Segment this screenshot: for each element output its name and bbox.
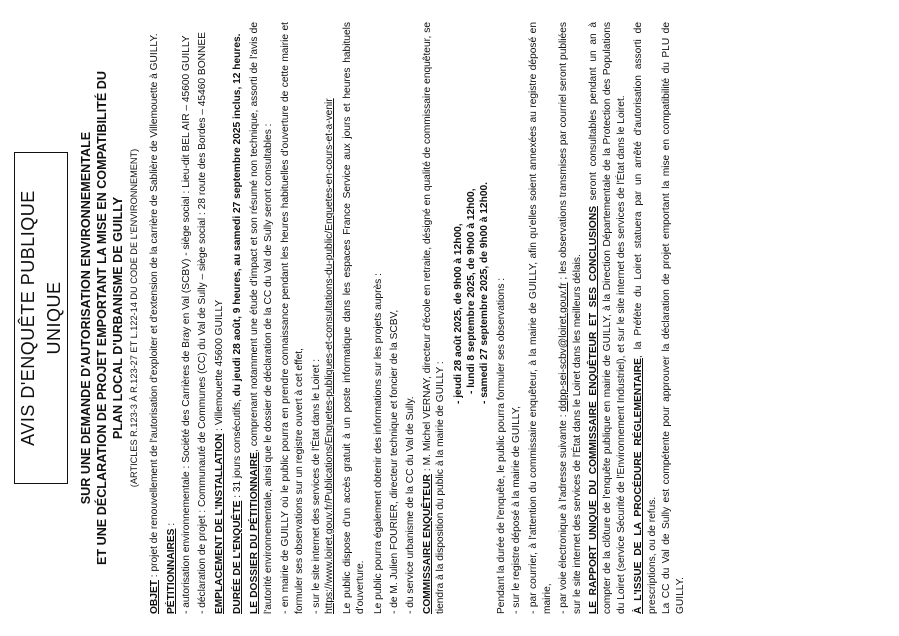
petitionnaires-label: PÉTITIONNAIRES	[166, 528, 178, 614]
poste-informatique: Le public dispose d'un accès gratuit à un poste informatique dans les espaces France Service aux jours et heures habituels d'ouverture.	[341, 22, 367, 614]
permanence-dates	[452, 22, 491, 404]
section-issue	[632, 22, 659, 614]
duree-dates: du jeudi 28 août, 9 heures, au samedi 27 septembre 2025 inclus, 12 heures.	[231, 33, 243, 397]
observations-item-email	[557, 22, 584, 614]
section-duree	[231, 22, 245, 614]
heading-line-3: PLAN LOCAL D'URBANISME DE GUILLY	[111, 196, 125, 440]
heading-line-2: ET UNE DÉCLARATION DE PROJET EMPORTANT LA MISE EN COMPATIBILITÉ DU	[95, 71, 109, 565]
dossier-item-mairie: - en mairie de GUILLY où le public pourra en prendre connaissance pendant les heures habituelles d'ouverture de cette mairie et formuler ses observations sur un registre ouvert à cet effet,	[280, 22, 305, 614]
dossier-site-text: - sur le site internet des services de l'État dans le Loiret :	[310, 358, 322, 614]
section-commissaire	[421, 22, 448, 614]
petitionnaire-item-2: - déclaration de projet : Communauté de Communes (CC) du Val de Sully – siège social : 28 route des Bordes – 45460 BONNEE	[197, 32, 209, 614]
email-note: ; les observations transmises par courriel seront publiées sur le site internet des services de l'État dans le Loiret dans les meilleurs délais.	[558, 22, 583, 614]
dossier-link[interactable]: https://www.loiret.gouv.fr/Publications/Enquetes-publiques-et-consultations-du-public/Enquetes-en-cours-et-a-venir	[324, 98, 336, 614]
observations-item-courrier: - par courrier, à l'attention du commissaire enquêteur, à la mairie de GUILLY, afin qu'elles soient annexées au registre déposé en mairie,	[528, 22, 553, 614]
email-link[interactable]: ddpp-sei-scbv@loiret.gouv.fr	[558, 282, 570, 412]
dossier-label: LE DOSSIER DU PÉTITIONNAIRE	[249, 452, 261, 614]
objet-text: : projet de renouvellement de l'autorisation d'exploiter et d'extension de la carrière de Sablière de Villemouette à GUILLY.	[148, 33, 160, 581]
email-intro: - par voie électronique à l'adresse suivante :	[558, 411, 570, 614]
notice-title: AVIS D'ENQUÊTE PUBLIQUE UNIQUE	[14, 152, 68, 484]
notice-heading	[78, 22, 126, 614]
issue-cc-text: La CC du Val de Sully est compétente pour approuver la déclaration de projet emportant la mise en compatibilité du PLU de GUILLY.	[661, 22, 686, 614]
rapport-text: seront consultables pendant un an à compter de la clôture de l'enquête publique en mairie de GUILLY, à la Direction Départementale de la Protection des Populations du Loiret (service Sécurité de l'Environnement Industriel), et sur le site internet des services de l'État dans le Loiret.	[588, 22, 627, 614]
commissaire-text: : M. Michel VERNAY, directeur d'école en retraite, désigné en qualité de commissaire enquêteur, se tiendra à la disposition du public à la mairie de GUILLY :	[421, 22, 447, 614]
legal-articles: (ARTICLES R.123-3 À R.123-27 ET L.122-14 DU CODE DE L'ENVIRONNEMENT)	[129, 148, 139, 488]
petitionnaires-suffix: :	[166, 522, 178, 529]
section-emplacement	[213, 22, 227, 614]
emplacement-text: : Villemouette 45600 GUILLY	[213, 299, 225, 434]
permanence-date-1: - jeudi 28 août 2025, de 9h00 à 12h00,	[452, 223, 464, 404]
emplacement-label: EMPLACEMENT DE L'INSTALLATION	[213, 433, 225, 614]
permanence-date-3: - samedi 27 septembre 2025, de 9h00 à 12h00.	[478, 182, 490, 404]
issue-text: , la Préfète du Loiret statuera par un arrêté d'autorisation assorti de prescriptions, ou de refus.	[633, 21, 658, 614]
dossier-item-site	[310, 22, 337, 614]
observations-intro: Pendant la durée de l'enquête, le public pourra formuler ses observations :	[495, 277, 507, 614]
duree-text: : 31 jours consécutifs,	[231, 396, 243, 501]
issue-label: À L'ISSUE DE LA PROCÉDURE RÉGLEMENTAIRE	[633, 358, 645, 614]
rapport-label: LE RAPPORT UNIQUE DU COMMISSAIRE ENQUÊTEUR ET SES CONCLUSIONS	[588, 206, 600, 614]
permanence-date-2: - lundi 8 septembre 2025, de 9h00 à 12h00,	[465, 188, 477, 394]
duree-label: DURÉE DE L'ENQUÊTE	[231, 500, 243, 614]
informations-item-1: - de M. Julien FOURIER, directeur technique et foncier de la SCBV,	[388, 309, 400, 614]
heading-line-1: SUR UNE DEMANDE D'AUTORISATION ENVIRONNEMENTALE	[79, 131, 93, 505]
section-petitionnaires	[165, 22, 179, 614]
dossier-text: , comprenant notamment une étude d'impact et son résumé non technique, assorti de l'avis de l'autorité environnementale, ainsi que le dossier de déclaration de la CC du Val de Sully seront consultables :	[249, 21, 274, 614]
observations-item-registre: - sur le registre déposé à la mairie de GUILLY,	[511, 405, 523, 614]
objet-label: OBJET	[148, 580, 160, 614]
section-dossier	[248, 22, 275, 614]
informations-item-2: - du service urbanisme de la CC du Val de Sully.	[405, 396, 417, 614]
section-rapport	[587, 22, 628, 614]
commissaire-label: COMMISSAIRE ENQUÊTEUR	[421, 474, 433, 614]
petitionnaire-item-1: - autorisation environnementale : Société des Carrières de Bray en Val (SCBV) - siège social : Lieu-dit BEL AIR – 45600 GUILLY	[180, 35, 192, 614]
section-objet	[148, 22, 162, 614]
informations-intro: Le public pourra également obtenir des informations sur les projets auprès :	[372, 273, 384, 614]
